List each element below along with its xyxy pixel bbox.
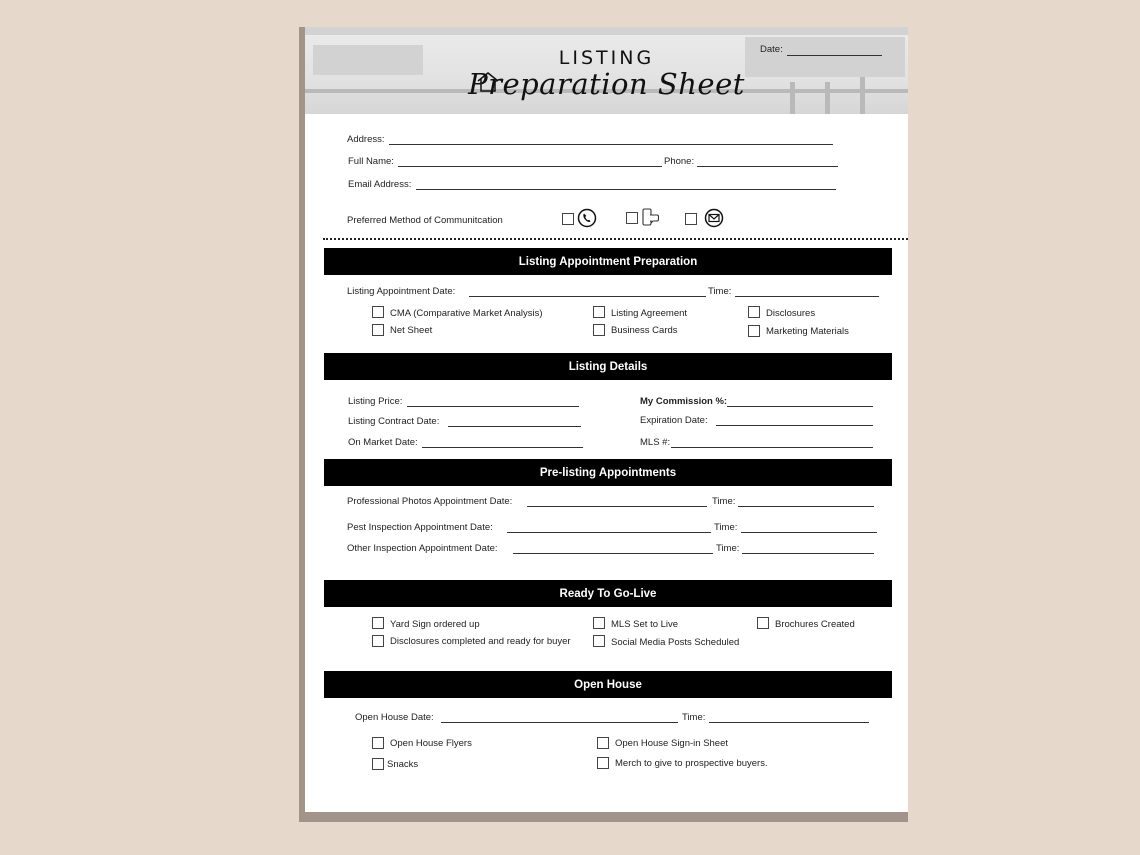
section-openhouse-header: Open House: [324, 671, 892, 698]
open-house-flyers-checkbox[interactable]: [372, 737, 384, 749]
text-message-icon: [640, 207, 660, 227]
net-sheet-label: Net Sheet: [390, 325, 433, 336]
social-media-checkbox[interactable]: [593, 635, 605, 647]
dotted-divider: [323, 238, 908, 240]
section-details-header: Listing Details: [324, 353, 892, 380]
expiration-date-field[interactable]: [716, 425, 873, 426]
commission-field[interactable]: [727, 406, 873, 407]
phone-icon: [577, 208, 597, 228]
title-listing: LISTING: [558, 47, 655, 69]
listing-price-label: Listing Price:: [348, 396, 403, 407]
full-name-label: Full Name:: [348, 156, 394, 167]
email-label: Email Address:: [348, 179, 412, 190]
marketing-materials-checkbox[interactable]: [748, 325, 760, 337]
pest-appointment-label: Pest Inspection Appointment Date:: [347, 522, 493, 533]
listing-price-field[interactable]: [407, 406, 579, 407]
disclosures-completed-label: Disclosures completed and ready for buyer: [390, 636, 571, 647]
mls-number-label: MLS #:: [640, 437, 671, 448]
text-method-checkbox[interactable]: [626, 212, 638, 224]
other-time-field[interactable]: [742, 553, 874, 554]
preferred-method-label: Preferred Method of Communitcation: [347, 215, 503, 226]
listing-agreement-label: Listing Agreement: [611, 308, 688, 319]
yard-sign-checkbox[interactable]: [372, 617, 384, 629]
commission-label: My Commission %:: [640, 396, 728, 407]
cma-label: CMA (Comparative Market Analysis): [390, 308, 543, 319]
photos-appointment-field[interactable]: [527, 506, 707, 507]
appointment-date-field[interactable]: [469, 296, 706, 297]
listing-agreement-checkbox[interactable]: [593, 306, 605, 318]
listing-preparation-sheet: [305, 27, 908, 812]
section-prelisting-header: Pre-listing Appointments: [324, 459, 892, 486]
section-golive-header: Ready To Go-Live: [324, 580, 892, 607]
appointment-date-label: Listing Appointment Date:: [347, 286, 456, 297]
open-house-date-field[interactable]: [441, 722, 678, 723]
merch-checkbox[interactable]: [597, 757, 609, 769]
appointment-time-field[interactable]: [735, 296, 879, 297]
pest-appointment-field[interactable]: [507, 532, 711, 533]
contract-date-label: Listing Contract Date:: [348, 416, 440, 427]
brochures-label: Brochures Created: [775, 619, 855, 630]
photo-ceiling: [305, 27, 908, 35]
appointment-time-label: Time:: [708, 286, 732, 297]
sign-in-sheet-checkbox[interactable]: [597, 737, 609, 749]
disclosures-checkbox[interactable]: [748, 306, 760, 318]
yard-sign-label: Yard Sign ordered up: [390, 619, 480, 630]
email-field[interactable]: [416, 189, 836, 190]
phone-field[interactable]: [697, 166, 838, 167]
other-appointment-field[interactable]: [513, 553, 713, 554]
pest-time-field[interactable]: [741, 532, 877, 533]
disclosures-label: Disclosures: [766, 308, 816, 319]
open-house-flyers-label: Open House Flyers: [390, 738, 472, 749]
mls-number-field[interactable]: [671, 447, 873, 448]
full-name-field[interactable]: [398, 166, 662, 167]
phone-method-checkbox[interactable]: [562, 213, 574, 225]
phone-label: Phone:: [664, 156, 695, 167]
cma-checkbox[interactable]: [372, 306, 384, 318]
other-time-label: Time:: [716, 543, 740, 554]
business-cards-label: Business Cards: [611, 325, 678, 336]
open-house-time-field[interactable]: [709, 722, 869, 723]
photos-appointment-label: Professional Photos Appointment Date:: [347, 496, 513, 507]
photos-time-field[interactable]: [738, 506, 874, 507]
address-field[interactable]: [389, 144, 833, 145]
snacks-label: Snacks: [387, 759, 419, 770]
date-field[interactable]: [787, 55, 882, 56]
mls-live-checkbox[interactable]: [593, 617, 605, 629]
mls-live-label: MLS Set to Live: [611, 619, 679, 630]
sign-in-sheet-label: Open House Sign-in Sheet: [615, 738, 729, 749]
pest-time-label: Time:: [714, 522, 738, 533]
expiration-date-label: Expiration Date:: [640, 415, 708, 426]
snacks-checkbox[interactable]: [372, 758, 384, 770]
email-method-checkbox[interactable]: [685, 213, 697, 225]
merch-label: Merch to give to prospective buyers.: [615, 758, 768, 769]
other-appointment-label: Other Inspection Appointment Date:: [347, 543, 498, 554]
photos-time-label: Time:: [712, 496, 736, 507]
marketing-materials-label: Marketing Materials: [766, 326, 849, 337]
open-house-time-label: Time:: [682, 712, 706, 723]
on-market-date-field[interactable]: [422, 447, 583, 448]
section-appointment-header: Listing Appointment Preparation: [324, 248, 892, 275]
disclosures-completed-checkbox[interactable]: [372, 635, 384, 647]
business-cards-checkbox[interactable]: [593, 324, 605, 336]
contract-date-field[interactable]: [448, 426, 581, 427]
social-media-label: Social Media Posts Scheduled: [611, 637, 740, 648]
address-label: Address:: [347, 134, 385, 145]
net-sheet-checkbox[interactable]: [372, 324, 384, 336]
on-market-date-label: On Market Date:: [348, 437, 418, 448]
title-preparation-sheet: Preparation Sheet: [468, 67, 745, 101]
brochures-checkbox[interactable]: [757, 617, 769, 629]
open-house-date-label: Open House Date:: [355, 712, 434, 723]
email-icon: [704, 208, 724, 228]
date-label: Date:: [760, 44, 783, 55]
